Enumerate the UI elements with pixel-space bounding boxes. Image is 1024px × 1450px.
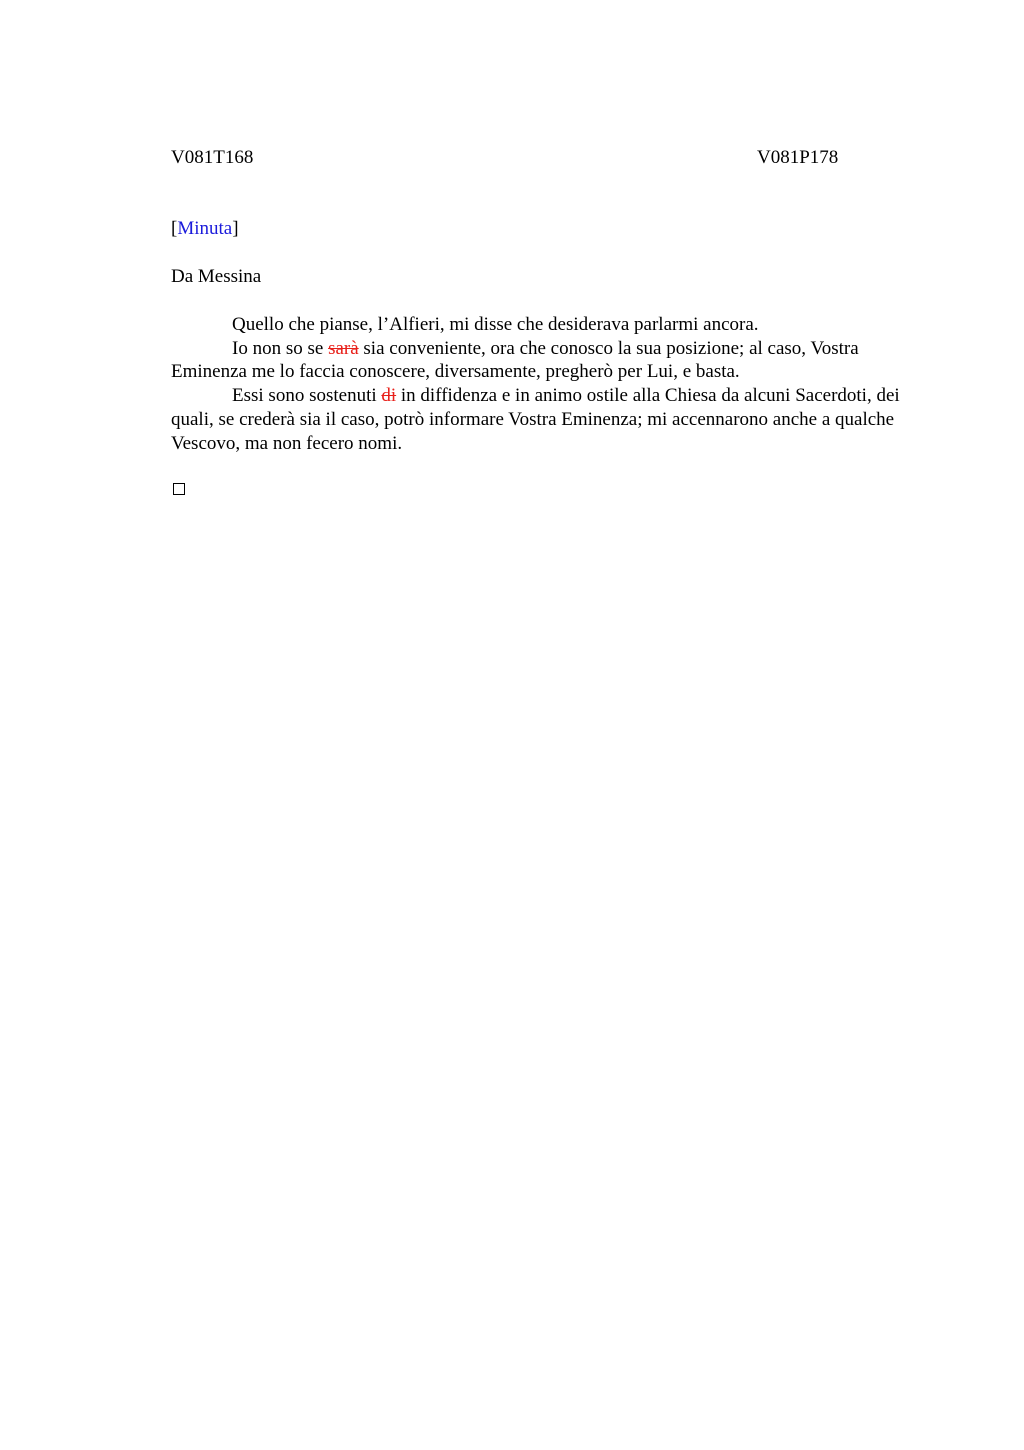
paragraph-2 (171, 337, 931, 384)
end-marker-box-icon (173, 483, 185, 495)
close-bracket: ] (232, 218, 239, 239)
paragraph-2-before: Io non so se (232, 337, 329, 359)
deleted-word: sarà (328, 337, 359, 359)
paragraph-1-text: Quello che pianse, l’Alfieri, mi disse che desiderava parlarmi ancora. (232, 314, 759, 335)
paragraph-1 (171, 313, 931, 337)
letter-body (171, 313, 931, 455)
paragraph-3 (171, 384, 931, 455)
minuta-tag: Minuta (177, 218, 233, 239)
paragraph-2-after: sia conveniente, ora che conosco la sua posizione; al caso, Vostra Eminenza me lo faccia conoscere, diversamente, pregherò per Lui, e basta. (171, 337, 859, 383)
paragraph-3-before: Essi sono sostenuti (232, 385, 382, 407)
deleted-word: di (381, 385, 397, 407)
document-id: V081T168 (171, 147, 254, 168)
place-line: Da Messina (171, 266, 262, 287)
page-id: V081P178 (757, 147, 839, 168)
document-type-label (171, 218, 239, 240)
open-bracket: [ (171, 218, 178, 239)
paragraph-3-after: in diffidenza e in animo ostile alla Chiesa da alcuni Sacerdoti, dei quali, se crederà sia il caso, potrò informare Vostra Eminenza; mi accennarono anche a qualche Vescovo, ma non fecero nomi. (171, 385, 900, 454)
